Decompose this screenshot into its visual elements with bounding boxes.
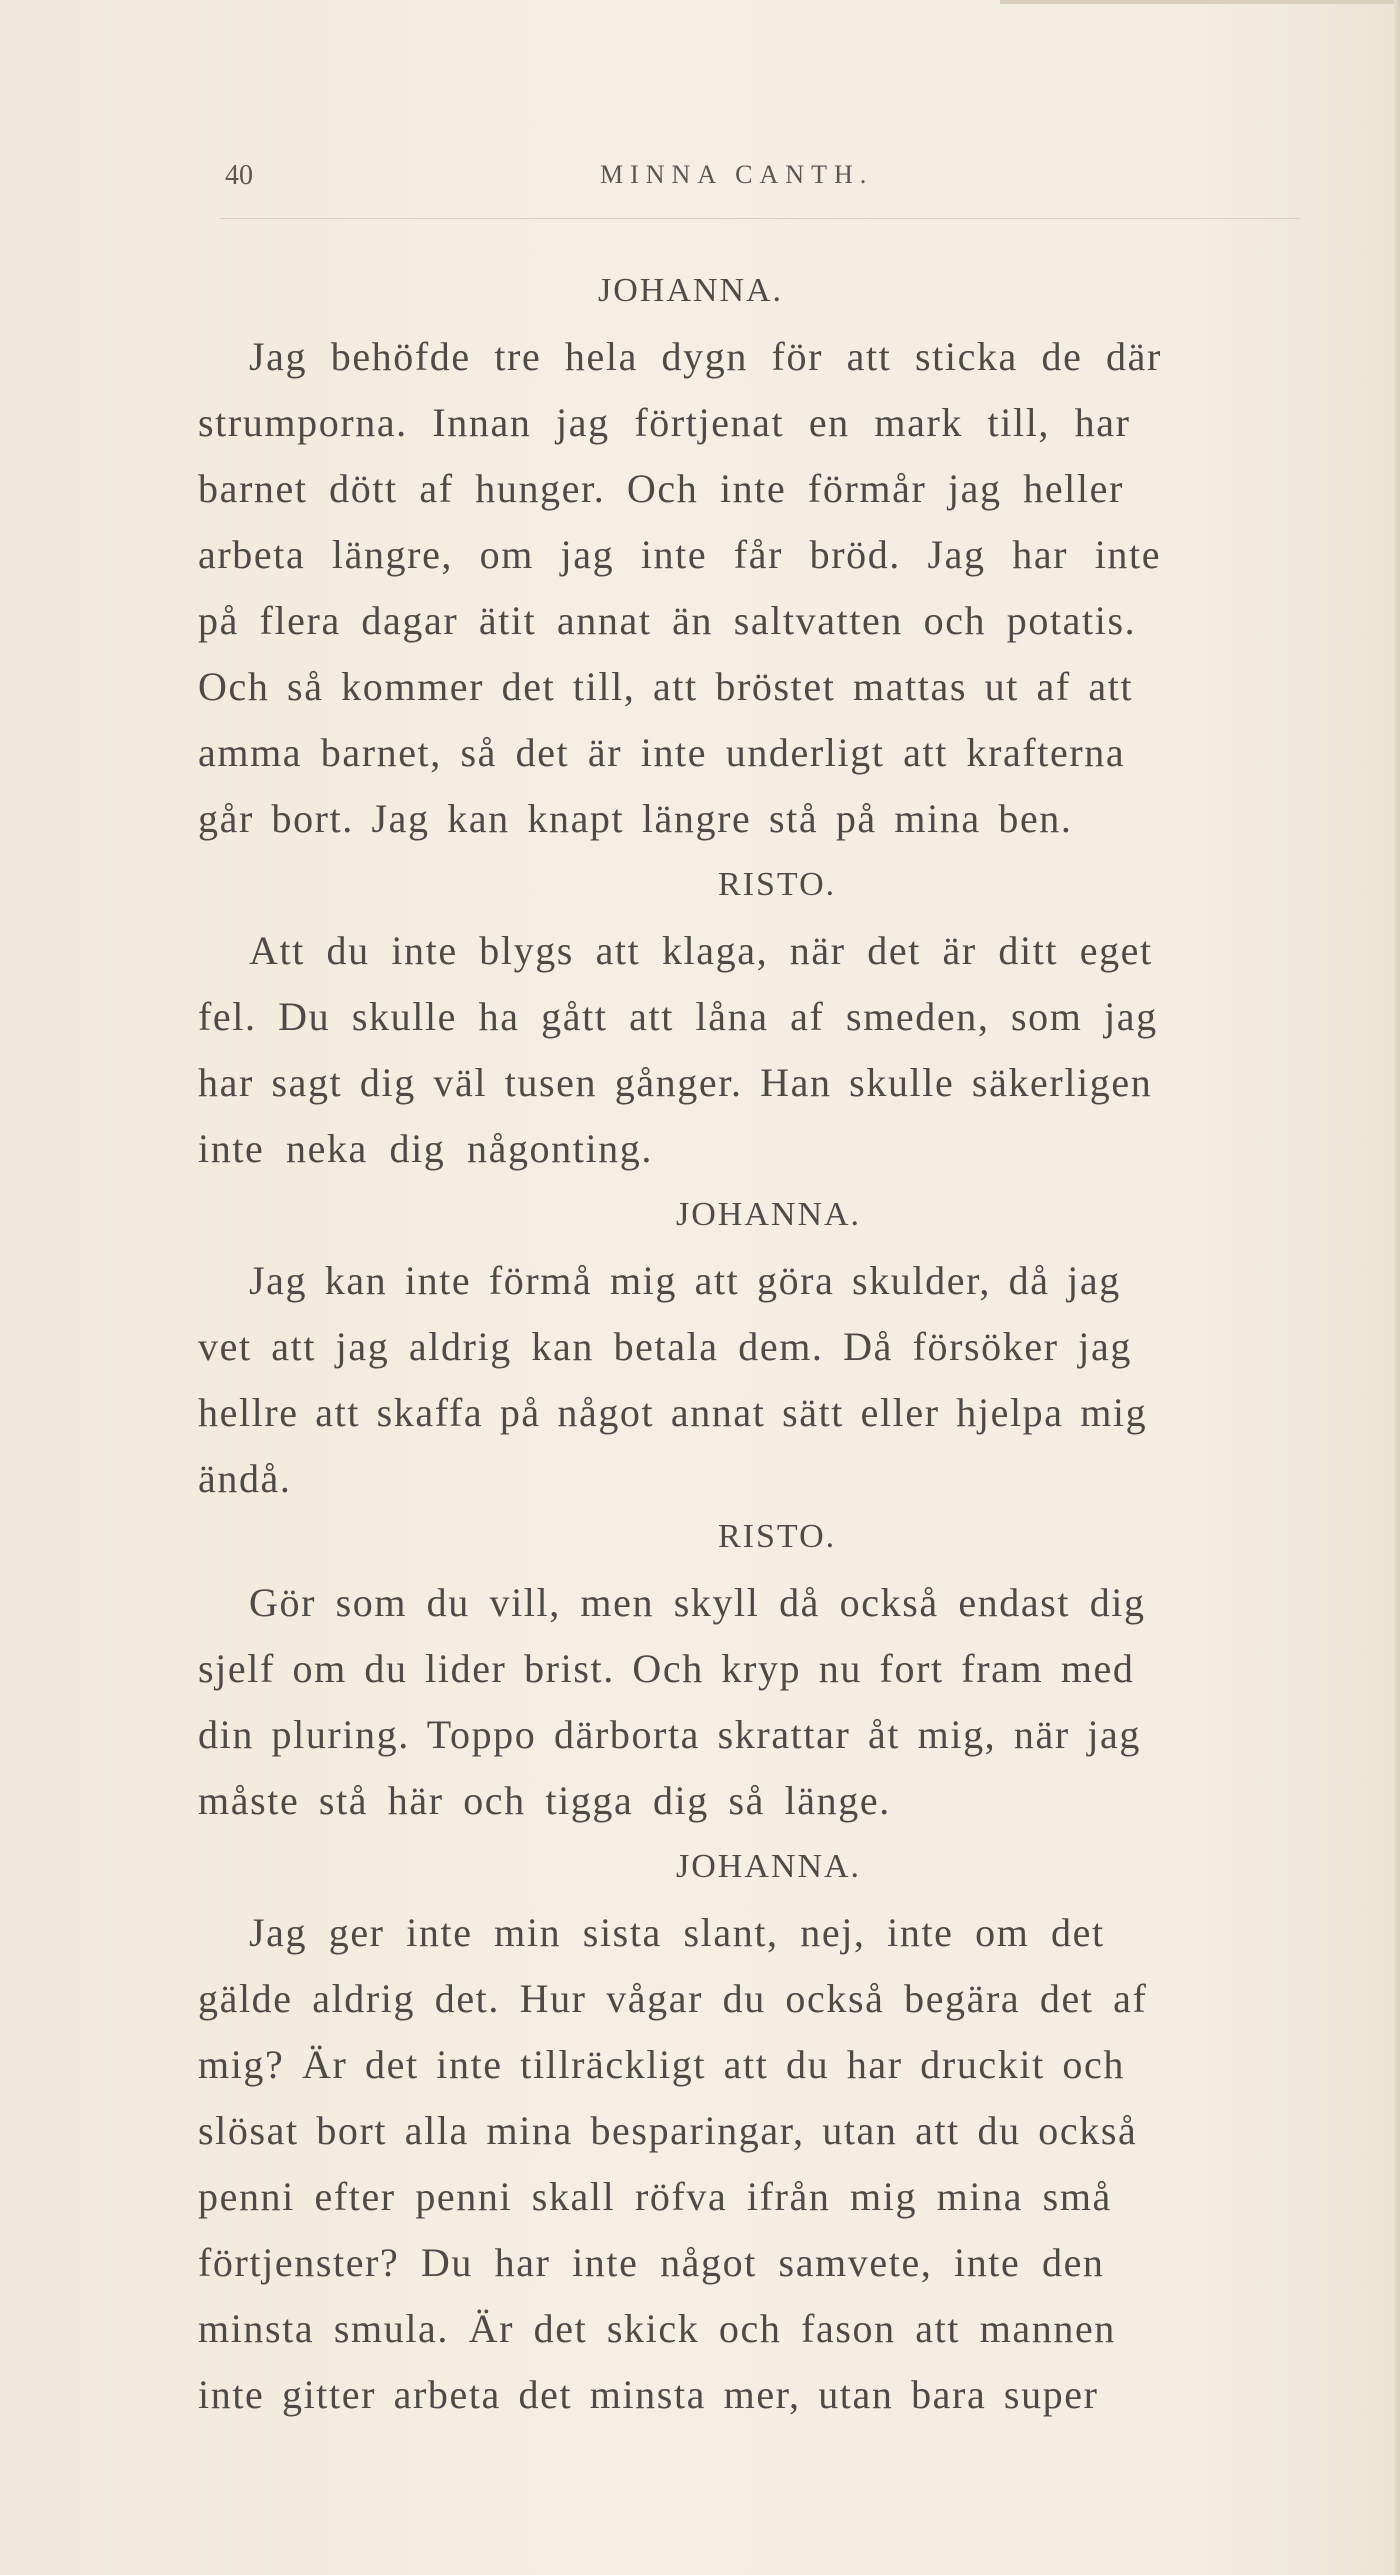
text-line: arbeta längre, om jag inte får bröd. Jag har inte [198, 532, 1162, 577]
running-head [225, 160, 1285, 200]
dialogue-block [198, 1504, 1378, 1834]
text-line: hellre att skaffa på något annat sätt eller hjelpa mig [198, 1390, 1148, 1435]
text-line: penni efter penni skall röfva ifrån mig mina små [198, 2174, 1112, 2219]
text-line: Gör som du vill, men skyll då också endast dig [249, 1580, 1146, 1625]
text-line: måste stå här och tigga dig så länge. [198, 1778, 891, 1823]
text-line: fel. Du skulle ha gått att låna af smeden, som jag [198, 994, 1158, 1039]
play-text [198, 258, 1378, 2428]
text-line: går bort. Jag kan knapt längre stå på mina ben. [198, 796, 1073, 841]
text-line: din pluring. Toppo därborta skrattar åt mig, när jag [198, 1712, 1142, 1757]
text-line: sjelf om du lider brist. Och kryp nu fort fram med [198, 1646, 1135, 1691]
running-head-author: MINNA CANTH. [600, 160, 874, 189]
text-line: förtjenster? Du har inte något samvete, inte den [198, 2240, 1105, 2285]
text-line: Jag ger inte min sista slant, nej, inte om det [249, 1910, 1105, 1955]
text-line: Jag behöfde tre hela dygn för att sticka de där [249, 334, 1162, 379]
dialogue-block [198, 852, 1378, 1182]
speaker-name: JOHANNA. [676, 1196, 862, 1233]
page-right-edge [1394, 0, 1400, 2575]
text-line: Och så kommer det till, att bröstet mattas ut af att [198, 664, 1134, 709]
speaker-name: JOHANNA. [598, 272, 784, 309]
dialogue-block [198, 1182, 1378, 1512]
text-line: mig? Är det inte tillräckligt att du har druckit och [198, 2042, 1125, 2087]
text-line: slösat bort alla mina besparingar, utan att du också [198, 2108, 1138, 2153]
text-line: har sagt dig väl tusen gånger. Han skulle säkerligen [198, 1060, 1153, 1105]
text-line: minsta smula. Är det skick och fason att mannen [198, 2306, 1116, 2351]
text-line: gälde aldrig det. Hur vågar du också begära det af [198, 1976, 1148, 2021]
text-line: Att du inte blygs att klaga, när det är ditt eget [249, 928, 1153, 973]
text-line: ändå. [198, 1456, 292, 1501]
dialogue-block [198, 1834, 1378, 2428]
text-line: Jag kan inte förmå mig att göra skulder, då jag [249, 1258, 1121, 1303]
dialogue-block [198, 258, 1378, 852]
text-line: inte gitter arbeta det minsta mer, utan bara super [198, 2372, 1099, 2417]
page-number: 40 [225, 160, 253, 191]
speaker-name: RISTO. [718, 1518, 837, 1555]
text-line: amma barnet, så det är inte underligt att krafterna [198, 730, 1126, 775]
text-line: strumporna. Innan jag förtjenat en mark till, har [198, 400, 1131, 445]
speaker-name: JOHANNA. [676, 1848, 862, 1885]
page-top-edge [1000, 0, 1400, 4]
text-line: på flera dagar ätit annat än saltvatten och potatis. [198, 598, 1137, 643]
text-line: inte neka dig någonting. [198, 1126, 653, 1171]
text-line: vet att jag aldrig kan betala dem. Då försöker jag [198, 1324, 1132, 1369]
text-line: barnet dött af hunger. Och inte förmår jag heller [198, 466, 1124, 511]
header-rule [220, 218, 1300, 219]
speaker-name: RISTO. [718, 866, 837, 903]
